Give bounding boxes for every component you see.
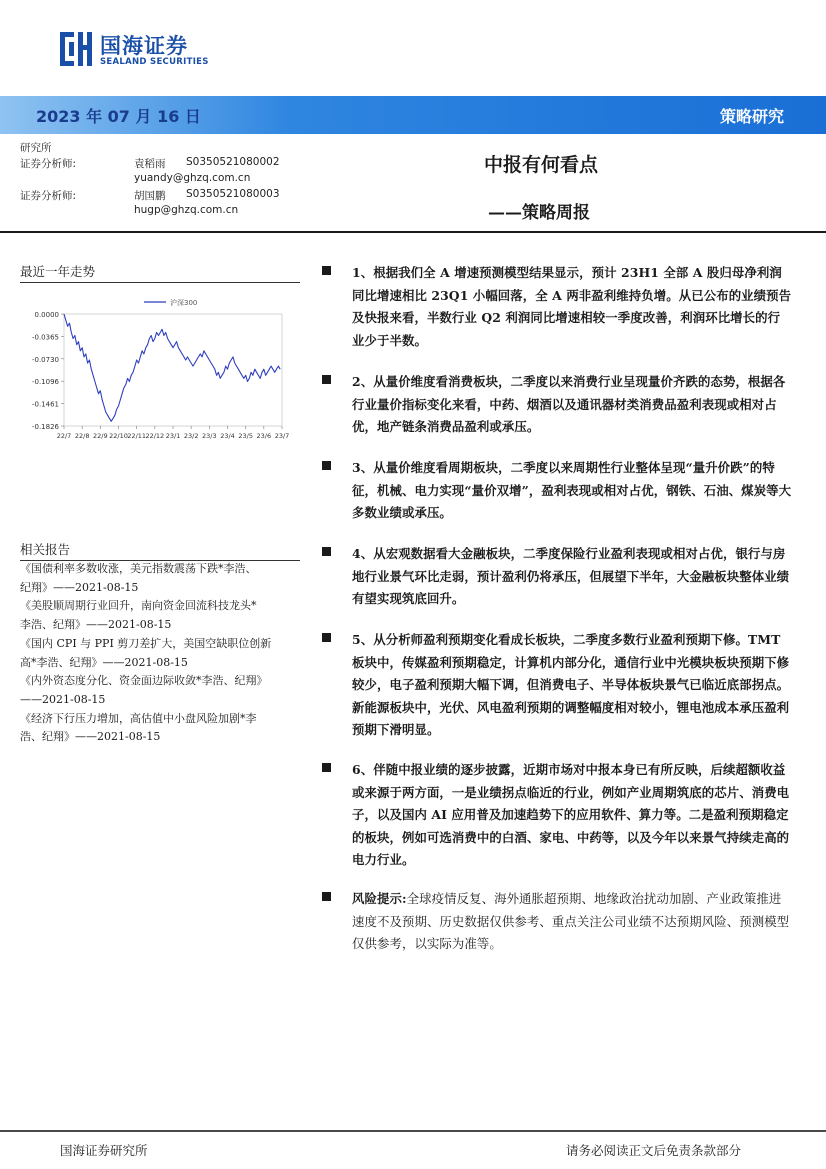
report-date: 2023 年 07 月 16 日 — [36, 107, 201, 126]
footer-divider — [0, 1130, 826, 1132]
key-point-6 — [322, 759, 792, 872]
x-tick-label: 23/7 — [274, 432, 290, 440]
x-tick-label: 23/2 — [183, 432, 199, 440]
x-tick-label: 22/8 — [74, 432, 90, 440]
related-report-line[interactable]: 《内外资态度分化、资金面边际收敛*李浩、纪翔》 — [20, 674, 268, 688]
key-point-text: 6、伴随中报业绩的逐步披露，近期市场对中报本身已有所反映，后续超额收益或来源于两方面，一是业绩拐点临近的行业，例如产业周期筑底的芯片、消费电子，以及国内 AI 应用普及加速趋势下的应用软件、算力等。二是盈利预期稳定的板块，例如可选消费中的白酒、家电、中药等，以及今年以来景气持续走高的电力行业。 — [352, 762, 790, 867]
series-line — [64, 314, 280, 421]
x-tick-label: 23/4 — [220, 432, 235, 440]
legend-label: 沪深300 — [170, 299, 198, 307]
trend-chart — [20, 288, 300, 444]
y-tick-label: -0.1096 — [31, 378, 59, 387]
risk-warning — [322, 888, 792, 956]
logo-english: SEALAND SECURITIES — [100, 57, 209, 67]
key-point-text: 5、从分析师盈利预期变化看成长板块，二季度多数行业盈利预期下修。TMT 板块中，传媒盈利预期稳定，计算机内部分化，通信行业中光模块板块预期下修较少，电子盈利预期大幅下调，但消费电子、半导体板块景气已临近底部拐点。新能源板块中，光伏、风电盈利预期的调整幅度相对较小，锂电池成本承压盈利预期下滑明显。 — [352, 632, 790, 737]
y-tick-label: -0.1826 — [31, 423, 59, 431]
x-tick-label: 22/7 — [56, 432, 72, 440]
y-tick-label: -0.0365 — [31, 333, 59, 342]
bullet-square-icon — [322, 375, 331, 384]
related-report-line[interactable]: 纪翔》——2021-08-15 — [20, 580, 139, 594]
related-reports-list — [20, 560, 302, 747]
company-logo — [58, 28, 258, 72]
key-point-3 — [322, 457, 792, 525]
y-tick-label: -0.0730 — [31, 355, 59, 364]
related-report-line[interactable]: 《国债利率多数收涨，美元指数震荡下跌*李浩、 — [20, 562, 257, 575]
bullet-square-icon — [322, 763, 331, 772]
related-heading: 相关报告 — [20, 540, 300, 561]
institute-label: 研究所 — [20, 142, 52, 154]
key-point-text: 4、从宏观数据看大金融板块，二季度保险行业盈利表现或相对占优，银行与房地行业景气环比走弱，预计盈利仍将承压，但展望下半年，大金融板块整体业绩有望实现筑底回升。 — [352, 546, 790, 606]
related-report-line[interactable]: 《美股顺周期行业回升，南向资金回流科技龙头* — [20, 599, 257, 613]
x-tick-label: 22/12 — [145, 432, 165, 440]
footer-institute: 国海证券研究所 — [60, 1143, 148, 1158]
analyst1-name: 袁稻雨 — [134, 158, 166, 170]
logo-chinese: 国海证券 — [100, 34, 188, 58]
analyst2-role: 证券分析师: — [20, 190, 77, 202]
report-category: 策略研究 — [720, 107, 785, 126]
chart-plot-frame — [64, 314, 282, 426]
x-tick-label: 23/6 — [256, 432, 272, 440]
footer-disclaimer: 请务必阅读正文后免责条款部分 — [566, 1143, 742, 1158]
x-tick-label: 23/3 — [202, 432, 217, 440]
analyst1-email: yuandy@ghzq.com.cn — [134, 172, 251, 184]
related-report-line[interactable]: 浩、纪翔》——2021-08-15 — [20, 730, 161, 744]
key-point-4 — [322, 543, 792, 611]
risk-label: 风险提示: — [352, 891, 407, 906]
y-tick-label: 0.0000 — [34, 311, 59, 319]
x-tick-label: 23/5 — [238, 432, 253, 440]
x-tick-label: 22/10 — [109, 432, 128, 440]
analyst2-name: 胡国鹏 — [134, 190, 166, 202]
bullet-square-icon — [322, 461, 331, 470]
x-tick-label: 22/9 — [93, 432, 108, 440]
bullet-square-icon — [322, 892, 331, 901]
key-point-text: 1、根据我们全 A 增速预测模型结果显示，预计 23H1 全部 A 股归母净利润同比增速相比 23Q1 小幅回落，全 A 两非盈利维持负增。从已公布的业绩预告及快报来看，半数行业 Q2 利润同比增速相较一季度改善，利润环比增长的行业少于半数。 — [352, 265, 792, 348]
x-tick-label: 23/1 — [165, 432, 181, 440]
key-point-text: 3、从量价维度看周期板块，二季度以来周期性行业整体呈现“量升价跌”的特征，机械、电力实现“量价双增”，盈利表现或相对占优，钢铁、石油、煤炭等大多数业绩或承压。 — [352, 460, 792, 520]
analyst2-email: hugp@ghzq.com.cn — [134, 204, 239, 216]
analyst2-id: S0350521080003 — [186, 188, 280, 200]
key-point-1 — [322, 262, 792, 352]
risk-text: 全球疫情反复、海外通胀超预期、地缘政治扰动加剧、产业政策推进速度不及预期、历史数据仅供参考、重点关注公司业绩不达预期风险、预测模型仅供参考，以实际为准等。 — [352, 891, 790, 951]
trend-heading: 最近一年走势 — [20, 262, 300, 283]
bullet-square-icon — [322, 547, 331, 556]
header-divider — [0, 231, 826, 233]
analyst1-role: 证券分析师: — [20, 158, 77, 170]
key-point-5 — [322, 629, 792, 742]
related-report-line[interactable]: 《经济下行压力增加，高估值中小盘风险加剧*李 — [20, 711, 257, 725]
analyst1-id: S0350521080002 — [186, 156, 280, 168]
sealand-logo-icon — [58, 30, 94, 68]
x-tick-label: 22/11 — [127, 432, 147, 440]
key-point-2 — [322, 371, 792, 439]
related-report-line[interactable]: 《国内 CPI 与 PPI 剪刀差扩大，美国空缺职位创新 — [20, 636, 272, 650]
related-report-line[interactable]: 高*李浩、纪翔》——2021-08-15 — [20, 655, 188, 669]
report-subtitle: ——策略周报 — [488, 203, 590, 223]
report-title: 中报有何看点 — [484, 154, 599, 176]
y-tick-label: -0.1461 — [31, 400, 59, 409]
bullet-square-icon — [322, 266, 331, 275]
key-point-text: 2、从量价维度看消费板块，二季度以来消费行业呈现量价齐跌的态势，根据各行业量价指标变化来看，中药、烟酒以及通讯器材类消费品盈利表现或相对占优，地产链条消费品盈利或承压。 — [352, 374, 786, 434]
related-report-line[interactable]: 李浩、纪翔》——2021-08-15 — [20, 618, 172, 632]
bullet-square-icon — [322, 633, 331, 642]
related-report-line[interactable]: ——2021-08-15 — [20, 692, 106, 706]
